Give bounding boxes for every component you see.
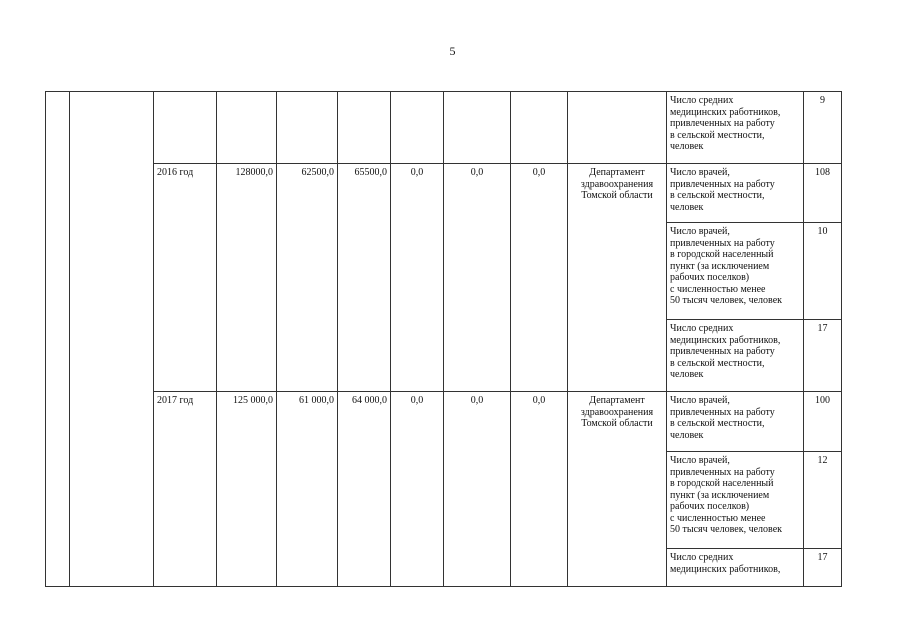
indicator-value: 108	[804, 164, 842, 223]
col-name-cell	[70, 92, 154, 587]
other-cell: 0,0	[511, 164, 568, 392]
reg-cell: 65500,0	[338, 164, 391, 392]
year-cell	[154, 92, 217, 164]
indicator-cell: Число средних медицинских работников, привлеченных на работу в сельской местности, человек	[667, 92, 804, 164]
col-index-cell	[46, 92, 70, 587]
fed-cell: 62500,0	[277, 164, 338, 392]
reg-cell	[338, 92, 391, 164]
indicator-value: 12	[804, 452, 842, 549]
fed-cell: 61 000,0	[277, 392, 338, 587]
indicator-value: 9	[804, 92, 842, 164]
total-cell	[217, 92, 277, 164]
dept-cell: Департамент здравоохранения Томской области	[568, 164, 667, 392]
indicator-cell: Число средних медицинских работников,	[667, 549, 804, 587]
table-row	[46, 92, 842, 164]
indicator-value: 100	[804, 392, 842, 452]
total-cell: 125 000,0	[217, 392, 277, 587]
indicator-cell: Число врачей, привлеченных на работу в городской населенный пункт (за исключением рабочих поселков) с численностью менее 50 тысяч человек, человек	[667, 223, 804, 320]
program-table	[45, 91, 842, 587]
dept-cell: Департамент здравоохранения Томской области	[568, 392, 667, 587]
page-number: 5	[449, 44, 456, 58]
extra-cell: 0,0	[444, 164, 511, 392]
dept-cell	[568, 92, 667, 164]
total-cell: 128000,0	[217, 164, 277, 392]
indicator-value: 17	[804, 549, 842, 587]
local-cell: 0,0	[391, 164, 444, 392]
local-cell	[391, 92, 444, 164]
year-cell: 2016 год	[154, 164, 217, 392]
local-cell: 0,0	[391, 392, 444, 587]
year-cell: 2017 год	[154, 392, 217, 587]
other-cell	[511, 92, 568, 164]
reg-cell: 64 000,0	[338, 392, 391, 587]
indicator-cell: Число врачей, привлеченных на работу в сельской местности, человек	[667, 392, 804, 452]
indicator-cell: Число средних медицинских работников, привлеченных на работу в сельской местности, человек	[667, 320, 804, 392]
extra-cell: 0,0	[444, 392, 511, 587]
indicator-value: 17	[804, 320, 842, 392]
table-row	[46, 164, 842, 223]
indicator-cell: Число врачей, привлеченных на работу в сельской местности, человек	[667, 164, 804, 223]
indicator-cell: Число врачей, привлеченных на работу в городской населенный пункт (за исключением рабочих поселков) с численностью менее 50 тысяч человек, человек	[667, 452, 804, 549]
table-row	[46, 392, 842, 452]
indicator-value: 10	[804, 223, 842, 320]
extra-cell	[444, 92, 511, 164]
fed-cell	[277, 92, 338, 164]
other-cell: 0,0	[511, 392, 568, 587]
